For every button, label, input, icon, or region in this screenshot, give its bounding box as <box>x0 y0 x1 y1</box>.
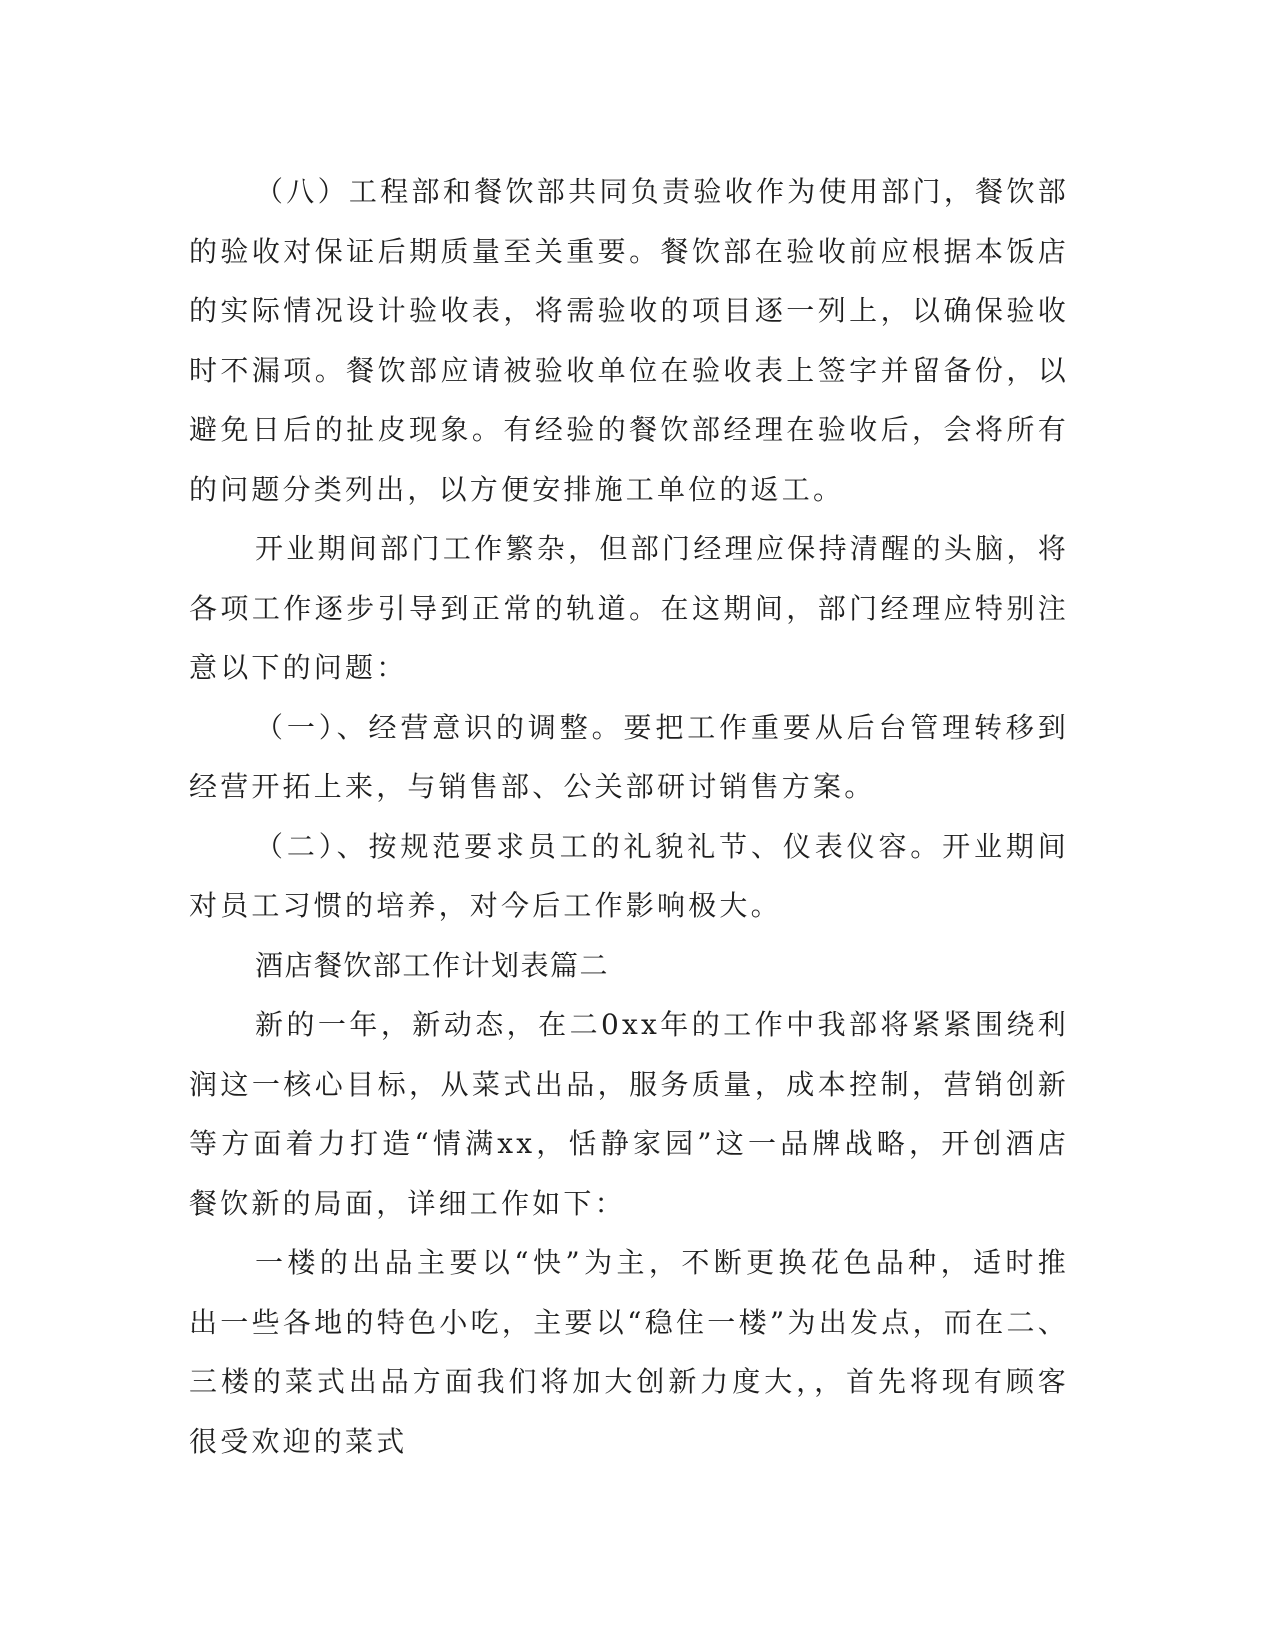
paragraph-first-floor: 一楼的出品主要以“快”为主，不断更换花色品种，适时推出一些各地的特色小吃，主要以“稳住一楼”为出发点，而在二、三楼的菜式出品方面我们将加大创新力度大，，首先将现有顾客很受欢迎的菜式 <box>189 1246 1069 1458</box>
paragraph-item-one: （一）、经营意识的调整。要把工作重要从后台管理转移到经营开拓上来，与销售部、公关部研讨销售方案。 <box>189 710 1069 803</box>
paragraph-item-two: （二）、按规范要求员工的礼貌礼节、仪表仪容。开业期间对员工习惯的培养，对今后工作影响极大。 <box>189 829 1069 922</box>
section-heading: 酒店餐饮部工作计划表篇二 <box>255 948 610 982</box>
paragraph-acceptance: （八）工程部和餐饮部共同负责验收作为使用部门，餐饮部的验收对保证后期质量至关重要。餐饮部在验收前应根据本饭店的实际情况设计验收表，将需验收的项目逐一列上，以确保验收时不漏项。餐饮部应请被验收单位在验收表上签字并留备份，以避免日后的扯皮现象。有经验的餐饮部经理在验收后，会将所有的问题分类列出，以方便安排施工单位的返工。 <box>189 175 1069 506</box>
paragraph-new-year: 新的一年，新动态，在二0xx年的工作中我部将紧紧围绕利润这一核心目标，从菜式出品，服务质量，成本控制，营销创新等方面着力打造“情满xx，恬静家园”这一品牌战略，开创酒店餐饮新的局面，详细工作如下： <box>189 1008 1069 1220</box>
paragraph-opening-period: 开业期间部门工作繁杂，但部门经理应保持清醒的头脑，将各项工作逐步引导到正常的轨道。在这期间，部门经理应特别注意以下的问题： <box>189 532 1069 684</box>
document-body <box>189 162 1069 1471</box>
